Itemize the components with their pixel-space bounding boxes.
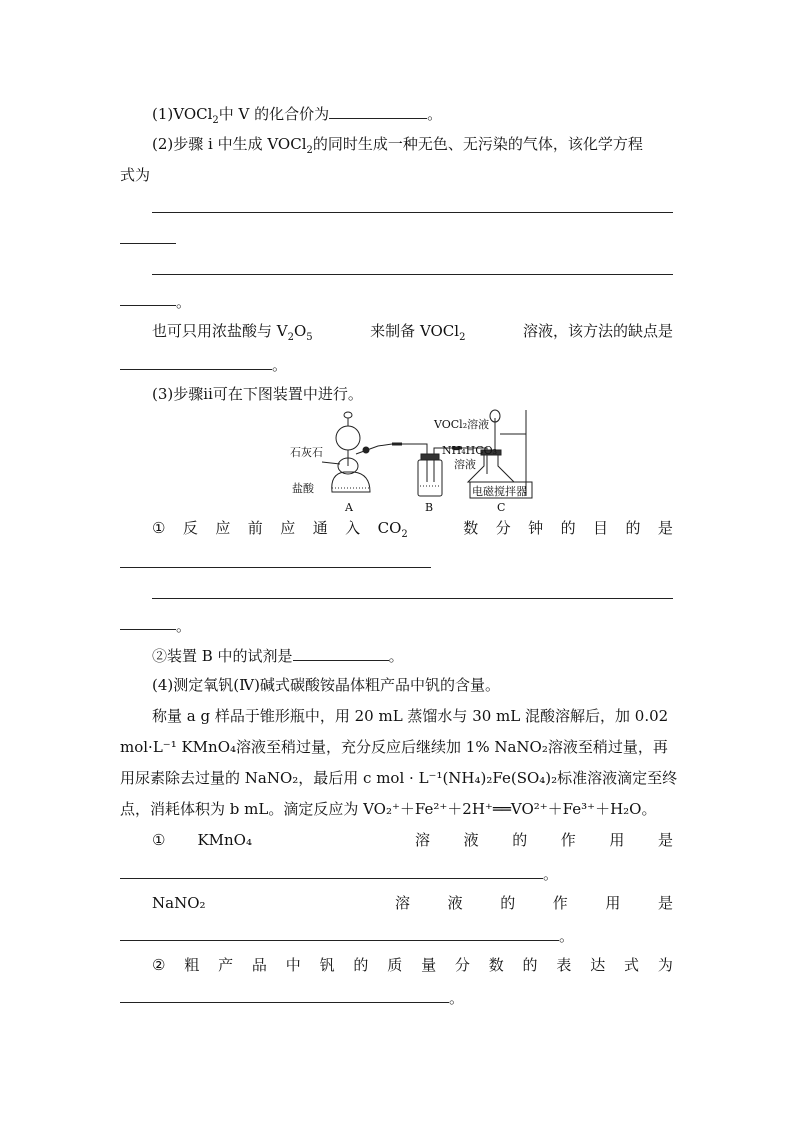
answer-blank[interactable] — [120, 924, 559, 941]
question-2: (2)步骤 ⅰ 中生成 VOCl$_2$的同时生成一种无色、无污染的气体，该化学方程 — [152, 135, 643, 156]
paragraph-line-1: 称量 a g 样品于锥形瓶中，用 20 mL 蒸馏水与 30 mL 混酸溶解后，加 0.02 — [152, 707, 669, 725]
answer-blank[interactable] — [329, 102, 427, 119]
paragraph-line-4: 点，消耗体积为 b mL。滴定反应为 VO₂⁺＋Fe²⁺＋2H⁺══VO²⁺＋Fe³⁺＋H₂O。 — [120, 800, 657, 818]
paragraph-line-3: 用尿素除去过量的 NaNO₂，最后用 c mol · L⁻¹(NH₄)₂Fe(SO₄)₂标准溶液滴定至终 — [120, 769, 678, 787]
question-3-2: ②装置 B 中的试剂是 。 — [152, 644, 404, 666]
period: 。 — [176, 617, 192, 635]
answer-blank[interactable] — [120, 862, 543, 879]
question-2-line2: 式为 — [120, 166, 151, 184]
question-4: (4)测定氧钒(Ⅳ)碱式碳酸铵晶体粗产品中钒的含量。 — [152, 676, 500, 694]
label-c: C — [497, 501, 506, 514]
answer-line[interactable] — [152, 598, 673, 599]
alt-answer: 。 — [120, 353, 287, 375]
question-3-1: ① 反 应 前 应 通 入 $CO_2$ 数 分 钟 的 目 的 是 — [152, 519, 673, 540]
answer-line[interactable] — [120, 305, 176, 306]
answer-line[interactable] — [120, 243, 176, 244]
paragraph-line-2: mol·L⁻¹ KMnO₄溶液至稍过量，充分反应后继续加 1% NaNO₂溶液至稍过量，再 — [120, 738, 668, 756]
label-b: B — [425, 501, 434, 514]
label-stirrer: 电磁搅拌器 — [472, 485, 527, 498]
answer-4-1: 。 — [120, 862, 558, 884]
question-1: (1)VOCl$_2$中 V 的化合价为 。 — [152, 102, 442, 124]
answer-4-1b: 。 — [120, 924, 574, 946]
label-vocl2: VOCl₂溶液 — [434, 418, 490, 431]
answer-line[interactable] — [120, 567, 431, 568]
apparatus-figure — [282, 404, 542, 514]
label-a: A — [345, 501, 353, 514]
question-4-1b: NaNO₂ 溶 液 的 作 用 是 — [152, 894, 673, 912]
label-solution: 溶液 — [454, 458, 476, 471]
answer-4-2: 。 — [120, 986, 464, 1008]
question-4-1: ① KMnO₄ 溶 液 的 作 用 是 — [152, 831, 673, 849]
answer-line[interactable] — [120, 629, 176, 630]
answer-blank[interactable] — [120, 986, 449, 1003]
label-hcl: 盐酸 — [292, 482, 314, 495]
answer-blank[interactable] — [293, 644, 389, 661]
label-limestone: 石灰石 — [290, 446, 323, 459]
question-4-2: ② 粗 产 品 中 钒 的 质 量 分 数 的 表 达 式 为 — [152, 956, 673, 974]
answer-blank[interactable] — [120, 353, 272, 370]
period: 。 — [176, 293, 192, 311]
alt-method-text: 也可只用浓盐酸与 $V_2O_5$ 来制备 VOCl$_2$ 溶液，该方法的缺点是 — [152, 322, 673, 343]
label-nh4hco3: NH₄HCO₃ — [442, 444, 498, 457]
answer-line[interactable] — [152, 212, 673, 213]
question-3: (3)步骤ⅱ可在下图装置中进行。 — [152, 385, 363, 403]
answer-line[interactable] — [152, 274, 673, 275]
